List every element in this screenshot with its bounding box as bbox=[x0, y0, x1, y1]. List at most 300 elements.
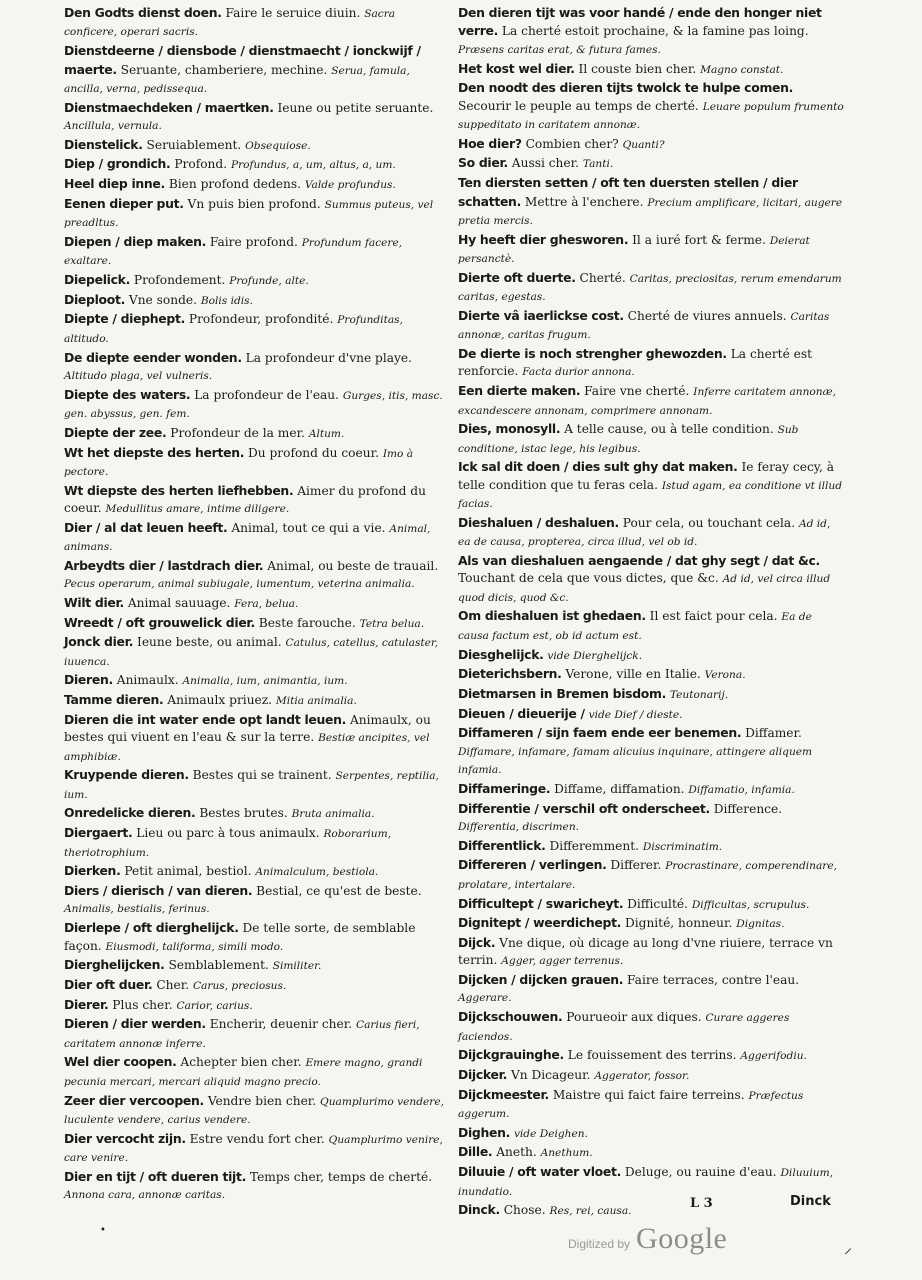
dictionary-entry bbox=[64, 956, 450, 975]
entry-headword: So dier. bbox=[458, 155, 508, 171]
dictionary-entry bbox=[64, 482, 450, 519]
entry-french: Difficulté. bbox=[627, 896, 688, 911]
entry-latin: Quamplurimo venire, care venire. bbox=[64, 1133, 443, 1165]
entry-french: Verone, ville en Italie. bbox=[565, 667, 701, 682]
entry-latin: Carus, preciosus. bbox=[192, 979, 287, 992]
entry-headword: Diepte des waters. bbox=[64, 386, 191, 402]
entry-french: Deluge, ou rauine d'eau. bbox=[624, 1165, 777, 1180]
entry-latin: Sub conditione, istac lege, his legibus. bbox=[458, 424, 799, 455]
entry-headword: Dier vercocht zijn. bbox=[64, 1130, 186, 1146]
dictionary-entry bbox=[64, 804, 450, 823]
entry-headword: Hoe dier? bbox=[458, 135, 522, 151]
entry-latin: Ancillula, vernula. bbox=[64, 120, 162, 133]
dictionary-entry bbox=[64, 1130, 450, 1168]
dictionary-entry bbox=[458, 382, 844, 420]
entry-headword: Diffameringe. bbox=[458, 780, 551, 796]
entry-latin: Diluuium, inundatio. bbox=[458, 1167, 833, 1198]
entry-headword: Differeren / verlingen. bbox=[458, 857, 607, 873]
entry-headword: Dienstdeerne / diensbode / dienstmaecht / ionckwijf / maerte. bbox=[64, 43, 421, 77]
entry-latin: Caritas, preciositas, rerum emendarum caritas, egestas. bbox=[458, 272, 842, 304]
dictionary-entry bbox=[458, 1008, 844, 1046]
dictionary-entry bbox=[458, 724, 844, 779]
entry-headword: Dieren. bbox=[64, 672, 113, 688]
entry-latin: Dignitas. bbox=[736, 918, 785, 931]
dictionary-entry bbox=[458, 458, 844, 513]
entry-french: Maistre qui faict faire terreins. bbox=[552, 1087, 745, 1102]
entry-french: Mettre à l'enchere. bbox=[524, 194, 644, 209]
dictionary-entry bbox=[64, 386, 450, 424]
entry-latin: Facta durior annona. bbox=[522, 366, 635, 379]
entry-headword: Diergaert. bbox=[64, 825, 133, 841]
entry-french: Vn Dicageur. bbox=[510, 1067, 591, 1082]
entry-headword: Dies, monosyll. bbox=[458, 421, 561, 437]
dictionary-entry bbox=[458, 780, 844, 799]
entry-french: Plus cher. bbox=[112, 997, 173, 1012]
entry-french: Cherté de viures annuels. bbox=[627, 308, 787, 323]
watermark-prefix: Digitized by bbox=[568, 1237, 631, 1251]
entry-french: Vne sonde. bbox=[128, 292, 197, 307]
dictionary-entry bbox=[458, 1124, 844, 1143]
entry-headword: Dijckschouwen. bbox=[458, 1009, 563, 1025]
entry-latin: Roborarium, theriotrophium. bbox=[64, 828, 392, 859]
entry-latin: Tanti. bbox=[582, 158, 614, 171]
entry-latin: Curare aggeres faciendos. bbox=[458, 1012, 790, 1043]
entry-headword: Dietmarsen in Bremen bisdom. bbox=[458, 685, 667, 701]
dictionary-entry bbox=[64, 1053, 450, 1091]
entry-headword: Dijckmeester. bbox=[458, 1086, 549, 1102]
entry-latin: Animalculum, bestiola. bbox=[255, 866, 379, 879]
entry-french: Beste farouche. bbox=[258, 615, 356, 630]
entry-latin: Obsequiose. bbox=[245, 139, 311, 152]
entry-headword: Dier en tijt / oft dueren tijt. bbox=[64, 1168, 247, 1184]
entry-headword: Hy heeft dier ghesworen. bbox=[458, 231, 629, 247]
entry-french: La cherté est renforcie. bbox=[458, 346, 813, 379]
entry-french: Ieune ou petite seruante. bbox=[277, 100, 434, 115]
entry-french: Encherir, deuenir cher. bbox=[209, 1017, 353, 1032]
entry-headword: Dieren / dier werden. bbox=[64, 1016, 206, 1032]
entry-headword: Tamme dieren. bbox=[64, 692, 164, 708]
entry-headword: Diepen / diep maken. bbox=[64, 233, 206, 249]
entry-french: Ieune beste, ou animal. bbox=[137, 635, 282, 650]
entry-latin: Animal, animans. bbox=[64, 522, 431, 554]
entry-headword: Wt het diepste des herten. bbox=[64, 444, 245, 460]
entry-latin: Bolis idis. bbox=[200, 294, 253, 307]
entry-headword: Dieren die int water ende opt landt leuen. bbox=[64, 711, 347, 727]
entry-headword: Een dierte maken. bbox=[458, 383, 581, 399]
entry-french: Pourueoir aux diques. bbox=[566, 1010, 702, 1025]
entry-french: Estre vendu fort cher. bbox=[189, 1131, 325, 1146]
entry-french: De telle sorte, de semblable façon. bbox=[64, 921, 416, 953]
entry-latin: Agger, agger terrenus. bbox=[501, 955, 624, 968]
entry-french: Diffame, diffamation. bbox=[554, 781, 685, 796]
dictionary-entry bbox=[64, 424, 450, 443]
entry-latin: Gurges, itis, masc. gen. abyssus, gen. fem. bbox=[64, 389, 443, 421]
dictionary-entry bbox=[64, 519, 450, 557]
entry-french: A telle cause, ou à telle condition. bbox=[564, 422, 774, 437]
entry-headword: Den dieren tijt was voor handé / ende den honger niet verre. bbox=[458, 5, 822, 39]
entry-french: Seruante, chamberiere, mechine. bbox=[120, 62, 328, 77]
entry-latin: Precium amplificare, licitari, augere pretia mercis. bbox=[458, 196, 843, 227]
left-column bbox=[64, 4, 450, 1202]
entry-latin: Carius fieri, caritatem annonæ inferre. bbox=[64, 1019, 420, 1050]
entry-french: Chose. bbox=[503, 1203, 546, 1218]
entry-headword: Dignitept / weerdichept. bbox=[458, 915, 622, 931]
dictionary-entry bbox=[458, 856, 844, 894]
dictionary-entry bbox=[458, 154, 844, 173]
entry-french: Dignité, honneur. bbox=[624, 916, 733, 931]
entry-headword: Dierlepe / oft dierghelijck. bbox=[64, 920, 239, 936]
entry-latin: Teutonarij. bbox=[669, 688, 729, 701]
entry-headword: Kruypende dieren. bbox=[64, 767, 189, 783]
entry-headword: Dijcker. bbox=[458, 1066, 508, 1082]
entry-headword: Dighen. bbox=[458, 1124, 511, 1140]
entry-headword: Eenen dieper put. bbox=[64, 195, 184, 211]
dictionary-entry bbox=[458, 837, 844, 856]
entry-latin: Animalis, bestialis, ferinus. bbox=[64, 903, 210, 916]
dictionary-entry bbox=[64, 271, 450, 290]
entry-headword: Jonck dier. bbox=[64, 634, 134, 650]
entry-latin: Medullitus amare, intime diligere. bbox=[105, 503, 290, 516]
entry-french: Pour cela, ou touchant cela. bbox=[622, 515, 796, 530]
entry-french: Animal, tout ce qui a vie. bbox=[231, 520, 386, 535]
entry-latin: Aggerifodiu. bbox=[740, 1050, 807, 1063]
entry-french: Bestes brutes. bbox=[199, 806, 288, 821]
entry-latin: Altum. bbox=[308, 427, 345, 440]
entry-headword: Wt diepste des herten liefhebben. bbox=[64, 482, 294, 498]
entry-headword: De dierte is noch strengher ghewozden. bbox=[458, 345, 727, 361]
dictionary-entry bbox=[64, 233, 450, 271]
entry-french: Le fouissement des terrins. bbox=[567, 1048, 737, 1063]
entry-latin: Quamplurimo vendere, luculente vendere, carius vendere. bbox=[64, 1095, 444, 1126]
dictionary-entry bbox=[458, 135, 844, 154]
entry-latin: Altitudo plaga, vel vulneris. bbox=[64, 369, 213, 382]
entry-french: Bestial, ce qu'est de beste. bbox=[256, 884, 422, 898]
entry-french: Ie feray cecy, à telle condition que tu feras cela. bbox=[458, 460, 835, 492]
entry-french: Il couste bien cher. bbox=[578, 61, 697, 76]
entry-latin: Inferre caritatem annonæ, excandescere annonam, comprimere annonam. bbox=[458, 386, 836, 417]
entry-french: Secourir le peuple au temps de cherté. bbox=[458, 98, 699, 113]
entry-latin: Difficultas, scrupulus. bbox=[691, 898, 810, 911]
entry-french: Bien profond dedens. bbox=[168, 177, 301, 192]
dictionary-entry bbox=[458, 552, 844, 607]
entry-french: Il est faict pour cela. bbox=[649, 609, 778, 624]
entry-headword: Dijckgrauinghe. bbox=[458, 1047, 564, 1063]
entry-headword: Difficultept / swaricheyt. bbox=[458, 895, 624, 911]
entry-french: Achepter bien cher. bbox=[180, 1055, 302, 1070]
entry-french: Profond. bbox=[174, 157, 228, 172]
entry-french: Profondeur, profondité. bbox=[188, 312, 334, 327]
entry-latin: Bestiæ ancipites, vel amphibiæ. bbox=[64, 732, 430, 763]
entry-latin: Mitia animalia. bbox=[275, 695, 357, 708]
entry-french: Combien cher? bbox=[525, 136, 619, 151]
dictionary-entry bbox=[458, 1163, 844, 1201]
entry-latin: Discriminatim. bbox=[642, 840, 723, 853]
dictionary-entry bbox=[64, 42, 450, 98]
entry-headword: Ick sal dit doen / dies sult ghy dat maken. bbox=[458, 459, 738, 475]
entry-headword: Dienstelick. bbox=[64, 136, 143, 152]
dictionary-entry bbox=[64, 691, 450, 710]
entry-headword: Zeer dier vercoopen. bbox=[64, 1092, 204, 1108]
dictionary-entry bbox=[458, 705, 844, 724]
dictionary-entry bbox=[458, 607, 844, 645]
entry-headword: Dierken. bbox=[64, 863, 121, 879]
dictionary-entry bbox=[64, 136, 450, 155]
digitized-watermark bbox=[568, 1222, 727, 1256]
entry-latin: vide Dierghelijck. bbox=[547, 649, 643, 662]
entry-french: Aimer du profond du coeur. bbox=[64, 483, 426, 516]
dictionary-entry bbox=[64, 996, 450, 1015]
dictionary-entry bbox=[64, 671, 450, 690]
entry-french: La cherté estoit prochaine, & la famine pas loing. bbox=[501, 24, 809, 39]
entry-headword: Differentie / verschil oft onderscheet. bbox=[458, 800, 710, 816]
entry-latin: Ad id, vel circa illud quod dicis, quod &c. bbox=[458, 573, 831, 604]
entry-headword: Dierer. bbox=[64, 996, 109, 1012]
entry-french: Faire le seruice diuin. bbox=[225, 6, 361, 20]
dictionary-entry bbox=[64, 882, 450, 919]
entry-headword: Diers / dierisch / van dieren. bbox=[64, 883, 253, 898]
entry-french: La profondeur de l'eau. bbox=[194, 387, 340, 402]
entry-french: Petit animal, bestiol. bbox=[124, 864, 252, 879]
entry-latin: Istud agam, ea conditione vt illud facias. bbox=[458, 479, 842, 511]
dictionary-entry bbox=[458, 1201, 844, 1220]
dictionary-entry bbox=[64, 1015, 450, 1053]
ink-mark-icon: • bbox=[100, 1225, 106, 1236]
entry-latin: Pecus operarum, animal subiugale, iumentum, veterina animalia. bbox=[64, 578, 415, 591]
dictionary-entry bbox=[64, 444, 450, 482]
page-signature: L 3 bbox=[690, 1196, 713, 1211]
entry-headword: Differentlick. bbox=[458, 837, 546, 853]
entry-french: Bestes qui se trainent. bbox=[192, 768, 332, 783]
entry-headword: Dierte vâ iaerlickse cost. bbox=[458, 307, 624, 323]
entry-headword: Als van dieshaluen aengaende / dat ghy segt / dat &c. bbox=[458, 552, 820, 568]
entry-latin: Magno constat. bbox=[700, 63, 784, 76]
entry-latin: Res, rei, causa. bbox=[549, 1205, 632, 1218]
entry-latin: Verona. bbox=[704, 669, 746, 682]
entry-french: Profondement. bbox=[133, 273, 226, 288]
entry-french: Il a iuré fort & ferme. bbox=[632, 232, 766, 247]
dictionary-entry bbox=[64, 195, 450, 233]
dictionary-entry bbox=[458, 914, 844, 933]
dictionary-entry bbox=[64, 766, 450, 804]
entry-french: Aussi cher. bbox=[511, 156, 579, 171]
entry-headword: Dieterichsbern. bbox=[458, 666, 562, 682]
entry-french: Animal, ou beste de trauail. bbox=[267, 558, 439, 573]
entry-latin: Annona cara, annonæ caritas. bbox=[64, 1189, 226, 1202]
entry-french: Animaulx, ou bestes qui viuent en l'eau & sur la terre. bbox=[64, 712, 431, 745]
entry-latin: vide Dief / dieste. bbox=[588, 708, 683, 721]
dictionary-entry bbox=[458, 79, 844, 134]
entry-headword: Heel diep inne. bbox=[64, 176, 165, 192]
dictionary-entry bbox=[64, 310, 450, 348]
entry-headword: Dierghelijcken. bbox=[64, 957, 165, 973]
dictionary-entry bbox=[458, 4, 844, 59]
dictionary-entry bbox=[458, 60, 844, 79]
dictionary-entry bbox=[64, 4, 450, 42]
entry-latin: Serua, famula, ancilla, verna, pedissequa. bbox=[64, 64, 410, 95]
entry-french: Difference. bbox=[713, 801, 783, 816]
entry-latin: Emere magno, grandi pecunia mercari, mercari aliquid magno precio. bbox=[64, 1057, 423, 1088]
dictionary-entry bbox=[458, 307, 844, 345]
dictionary-entry bbox=[458, 231, 844, 269]
entry-french: Temps cher, temps de cherté. bbox=[249, 1169, 433, 1184]
dictionary-entry bbox=[458, 646, 844, 665]
entry-french: Vn puis bien profond. bbox=[187, 196, 321, 211]
entry-french: La profondeur d'vne playe. bbox=[245, 350, 412, 365]
entry-headword: Dier oft duer. bbox=[64, 976, 153, 992]
entry-headword: Het kost wel dier. bbox=[458, 60, 575, 76]
dictionary-entry bbox=[64, 291, 450, 310]
entry-headword: Wreedt / oft grouwelick dier. bbox=[64, 614, 255, 630]
entry-latin: Differentia, discrimen. bbox=[458, 821, 580, 833]
entry-french: Vendre bien cher. bbox=[207, 1093, 317, 1108]
entry-headword: Diluuie / oft water vloet. bbox=[458, 1164, 621, 1180]
entry-french: Animal sauuage. bbox=[127, 595, 231, 610]
dictionary-entry bbox=[64, 614, 450, 633]
entry-french: Touchant de cela que vous dictes, que &c. bbox=[458, 571, 719, 586]
entry-latin: Caritas annonæ, caritas frugum. bbox=[458, 310, 830, 342]
entry-latin: Leuare populum frumento suppeditato in caritatem annonæ. bbox=[458, 100, 844, 132]
entry-headword: Wilt dier. bbox=[64, 594, 124, 610]
entry-french: Differemment. bbox=[549, 838, 639, 853]
entry-headword: Den noodt des dieren tijts twolck te hulpe comen. bbox=[458, 80, 794, 96]
entry-latin: vide Deighen. bbox=[513, 1127, 588, 1140]
entry-latin: Serpentes, reptilia, ium. bbox=[64, 770, 439, 801]
entry-french: Profondeur de la mer. bbox=[170, 425, 305, 440]
entry-french: Cher. bbox=[156, 977, 190, 992]
dictionary-entry bbox=[64, 711, 450, 766]
dictionary-entry bbox=[64, 919, 450, 956]
entry-french: Du profond du coeur. bbox=[248, 445, 379, 460]
entry-latin: Fera, belua. bbox=[234, 597, 299, 610]
entry-headword: Diepte der zee. bbox=[64, 424, 167, 440]
dictionary-entry bbox=[64, 1168, 450, 1205]
entry-latin: Procrastinare, comperendinare, prolatare, intertalare. bbox=[458, 860, 837, 891]
entry-french: Semblablement. bbox=[168, 958, 269, 973]
entry-french: Lieu ou parc à tous animaulx. bbox=[136, 826, 320, 841]
dictionary-entry bbox=[458, 1143, 844, 1162]
entry-latin: Ea de causa factum est, ob id actum est. bbox=[458, 611, 812, 642]
entry-latin: Similiter. bbox=[272, 960, 322, 973]
dictionary-entry bbox=[458, 1066, 844, 1085]
entry-latin: Quanti? bbox=[622, 138, 665, 151]
entry-latin: Eiusmodi, taliforma, simili modo. bbox=[105, 940, 284, 953]
entry-french: Faire vne cherté. bbox=[584, 384, 690, 399]
entry-latin: Animalia, ium, animantia, ium. bbox=[182, 675, 348, 688]
entry-latin: Profundus, a, um, altus, a, um. bbox=[230, 159, 396, 172]
entry-headword: Om dieshaluen ist ghedaen. bbox=[458, 608, 646, 624]
entry-latin: Ad id, ea de causa, propterea, circa illud, vel ob id. bbox=[458, 517, 831, 549]
entry-latin: Diffamatio, infamia. bbox=[688, 783, 795, 796]
entry-latin: Aggerare. bbox=[458, 992, 512, 1005]
entry-french: Animaulx. bbox=[116, 673, 179, 688]
entry-headword: Dille. bbox=[458, 1144, 493, 1160]
entry-headword: Den Godts dienst doen. bbox=[64, 5, 222, 20]
dictionary-entry bbox=[458, 1086, 844, 1124]
dictionary-entry bbox=[64, 99, 450, 136]
entry-latin: Profunde, alte. bbox=[229, 275, 309, 288]
watermark-logo: Google bbox=[636, 1222, 728, 1255]
dictionary-entry bbox=[458, 514, 844, 552]
dictionary-entry bbox=[64, 594, 450, 613]
dictionary-entry bbox=[64, 155, 450, 174]
dictionary-entry bbox=[458, 800, 844, 837]
entry-headword: Dier / al dat leuen heeft. bbox=[64, 519, 228, 535]
entry-headword: Dieshaluen / deshaluen. bbox=[458, 514, 619, 530]
entry-headword: Wel dier coopen. bbox=[64, 1054, 177, 1070]
entry-french: Faire profond. bbox=[209, 234, 298, 249]
entry-headword: Dieuen / dieuerije / bbox=[458, 705, 585, 721]
dictionary-entry bbox=[458, 174, 844, 230]
entry-headword: Ten diersten setten / oft ten duersten stellen / dier schatten. bbox=[458, 175, 798, 209]
entry-french: Vne dique, où dicage au long d'vne riuiere, terrace vn terrin. bbox=[458, 935, 833, 968]
entry-headword: Dierte oft duerte. bbox=[458, 269, 576, 285]
catchword: Dinck bbox=[790, 1194, 831, 1209]
entry-headword: Diep / grondich. bbox=[64, 156, 171, 172]
dictionary-entry bbox=[64, 175, 450, 194]
entry-latin: Aggerator, fossor. bbox=[594, 1069, 690, 1082]
entry-latin: Profundum facere, exaltare. bbox=[64, 236, 403, 268]
entry-headword: Diesghelijck. bbox=[458, 646, 544, 662]
entry-latin: Catulus, catellus, catulaster, iuuenca. bbox=[64, 637, 439, 668]
entry-latin: Bruta animalia. bbox=[291, 808, 375, 821]
dictionary-entry bbox=[458, 971, 844, 1008]
entry-french: Seruiablement. bbox=[146, 137, 242, 152]
entry-french: Aneth. bbox=[496, 1145, 537, 1160]
dictionary-entry bbox=[64, 976, 450, 995]
dictionary-entry bbox=[64, 633, 450, 671]
corner-flourish-icon: ⸝ bbox=[844, 1238, 853, 1257]
entry-headword: Dinck. bbox=[458, 1202, 500, 1218]
entry-headword: Dienstmaechdeken / maertken. bbox=[64, 99, 274, 115]
dictionary-entry bbox=[458, 665, 844, 684]
entry-latin: Præsens caritas erat, & futura fames. bbox=[458, 43, 661, 56]
entry-french: Faire terraces, contre l'eau. bbox=[627, 973, 800, 988]
dictionary-entry bbox=[64, 824, 450, 862]
entry-french: Diffamer. bbox=[745, 726, 802, 741]
entry-latin: Carior, carius. bbox=[176, 999, 253, 1012]
entry-french: Differer. bbox=[610, 858, 662, 873]
dictionary-entry bbox=[458, 345, 844, 382]
entry-headword: Dijck. bbox=[458, 934, 496, 950]
entry-latin: Anethum. bbox=[540, 1147, 593, 1160]
dictionary-entry bbox=[458, 685, 844, 704]
entry-headword: Arbeydts dier / lastdrach dier. bbox=[64, 557, 264, 573]
entry-latin: Diffamare, infamare, famam alicuius inquinare, attingere aliquem infamia. bbox=[458, 745, 813, 777]
entry-headword: De diepte eender wonden. bbox=[64, 349, 242, 365]
dictionary-entry bbox=[64, 1092, 450, 1130]
dictionary-entry bbox=[458, 895, 844, 914]
dictionary-entry bbox=[64, 557, 450, 594]
entry-latin: Profunditas, altitudo. bbox=[64, 314, 403, 345]
dictionary-entry bbox=[458, 934, 844, 971]
entry-headword: Onredelicke dieren. bbox=[64, 805, 196, 821]
entry-headword: Dijcken / dijcken grauen. bbox=[458, 972, 624, 988]
entry-headword: Diffameren / sijn faem ende eer benemen. bbox=[458, 725, 742, 741]
entry-headword: Dieploot. bbox=[64, 291, 126, 307]
entry-headword: Diepelick. bbox=[64, 272, 130, 288]
entry-latin: Imo à pectore. bbox=[64, 447, 414, 478]
dictionary-entry bbox=[458, 269, 844, 307]
entry-latin: Sacra conficere, operari sacris. bbox=[64, 8, 396, 39]
dictionary-entry bbox=[458, 420, 844, 458]
dictionary-entry bbox=[64, 349, 450, 386]
dictionary-entry bbox=[458, 1046, 844, 1065]
entry-latin: Præfectus aggerum. bbox=[458, 1089, 804, 1121]
entry-latin: Deierat persanctè. bbox=[458, 234, 810, 266]
entry-french: Animaulx priuez. bbox=[167, 693, 273, 708]
entry-french: Cherté. bbox=[579, 270, 626, 285]
entry-latin: Tetra belua. bbox=[359, 617, 425, 630]
